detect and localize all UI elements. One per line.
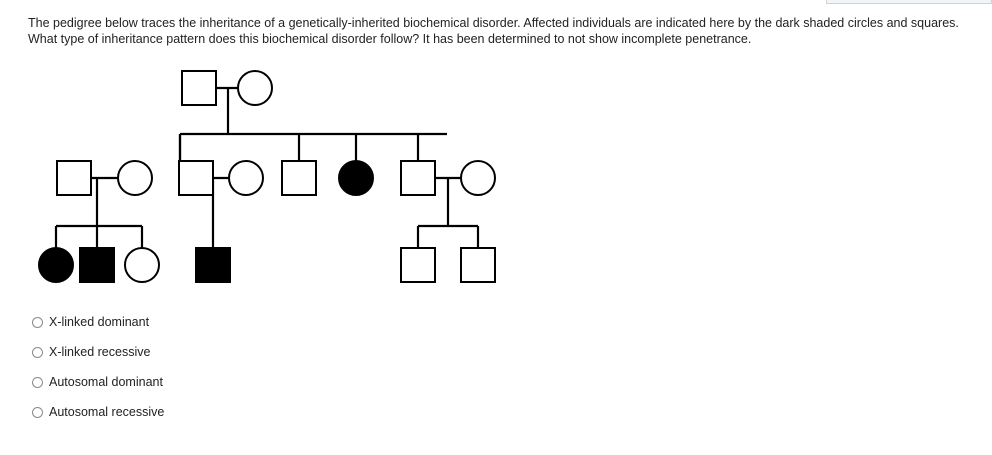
option-label: Autosomal dominant bbox=[49, 375, 163, 389]
unaffected-female-circle bbox=[461, 161, 495, 195]
option-autosomal-recessive[interactable] bbox=[32, 397, 164, 427]
unaffected-male-square bbox=[282, 161, 316, 195]
option-label: Autosomal recessive bbox=[49, 405, 165, 419]
unaffected-male-square bbox=[182, 71, 216, 105]
unaffected-male-square bbox=[401, 248, 435, 282]
unaffected-female-circle bbox=[229, 161, 263, 195]
radio-button[interactable] bbox=[32, 407, 43, 418]
radio-button[interactable] bbox=[32, 317, 43, 328]
unaffected-male-square bbox=[57, 161, 91, 195]
affected-female-circle bbox=[339, 161, 373, 195]
affected-male-square bbox=[80, 248, 114, 282]
option-label: X-linked recessive bbox=[49, 345, 151, 359]
option-x-linked-recessive[interactable] bbox=[32, 337, 164, 367]
option-label: X-linked dominant bbox=[49, 315, 150, 329]
answer-options bbox=[32, 307, 164, 427]
unaffected-male-square bbox=[401, 161, 435, 195]
affected-female-circle bbox=[39, 248, 73, 282]
option-autosomal-dominant[interactable] bbox=[32, 367, 164, 397]
radio-button[interactable] bbox=[32, 347, 43, 358]
unaffected-male-square bbox=[179, 161, 213, 195]
unaffected-male-square bbox=[461, 248, 495, 282]
question-text: The pedigree below traces the inheritance of a genetically-inherited biochemical disorder. Affected individuals are indicated here by the dark shaded circles and squares. What type of inheritance pattern does this biochemical disorder follow? It has been determined to not show incomplete penetrance. bbox=[28, 16, 959, 46]
unaffected-female-circle bbox=[118, 161, 152, 195]
radio-button[interactable] bbox=[32, 377, 43, 388]
option-x-linked-dominant[interactable] bbox=[32, 307, 164, 337]
unaffected-female-circle bbox=[125, 248, 159, 282]
unaffected-female-circle bbox=[238, 71, 272, 105]
affected-male-square bbox=[196, 248, 230, 282]
